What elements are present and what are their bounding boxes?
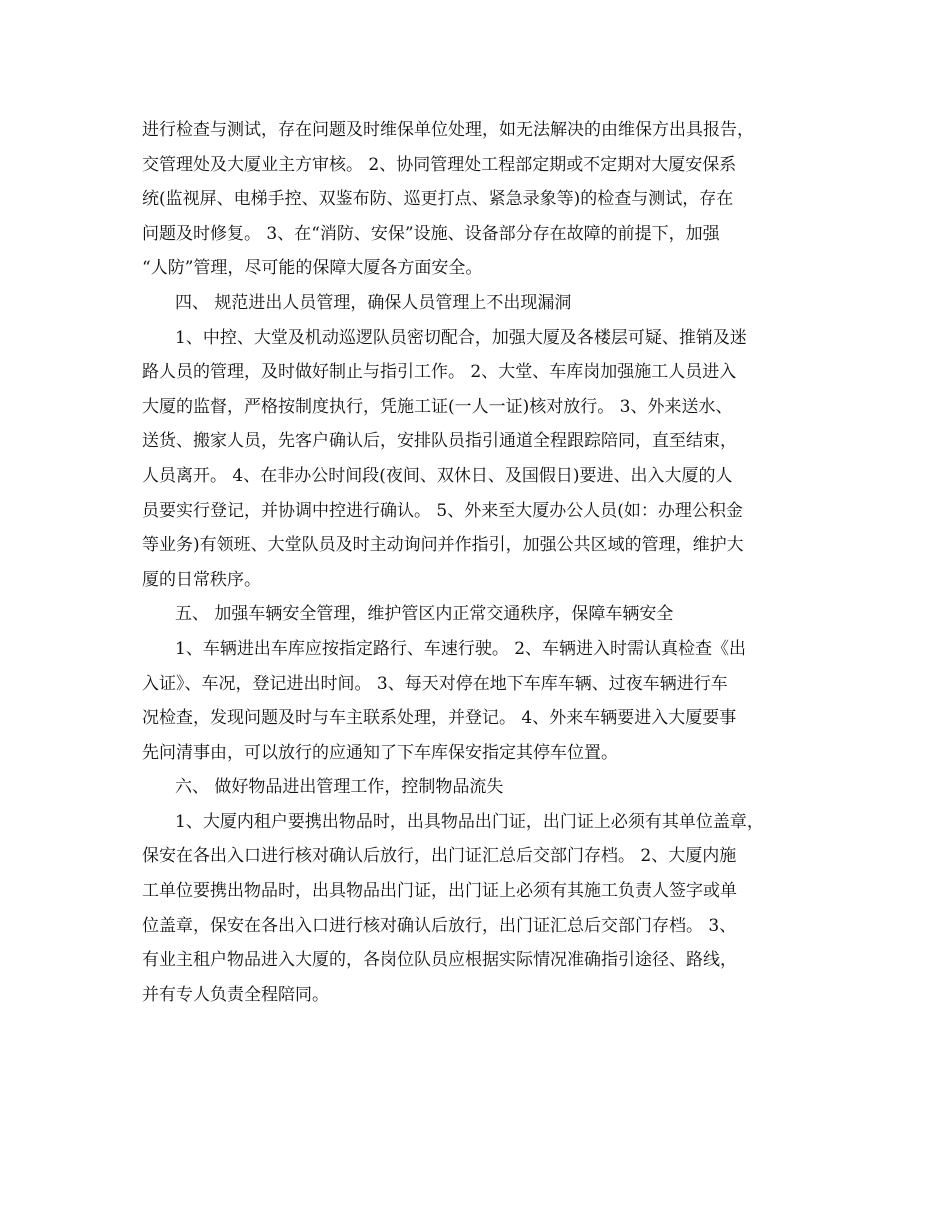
text-line: 入证》、车况，登记进出时间。 3、每天对停在地下车库车辆、过夜车辆进行车 [142,673,728,694]
text-line: 并有专人负责全程陪同。 [142,984,329,1005]
text-line: 大厦的监督，严格按制度执行，凭施工证(一人一证)核对放行。 3、外来送水、 [142,396,733,417]
text-line: 1、大厦内租户要携出物品时，出具物品出门证，出门证上必须有其单位盖章， [175,811,764,832]
text-line: 工单位要携出物品时，出具物品出门证，出门证上必须有其施工负责人签字或单 [142,881,737,902]
text-line: 1、中控、大堂及机动巡逻队员密切配合，加强大厦及各楼层可疑、推销及迷 [175,327,747,348]
text-line: 统(监视屏、电梯手控、双鉴布防、巡更打点、紧急录象等)的检查与测试，存在 [142,189,734,210]
text-line: 六、 做好物品进出管理工作，控制物品流失 [175,777,504,798]
text-line: 保安在各出入口进行核对确认后放行，出门证汇总后交部门存档。 2、大厦内施 [142,846,737,867]
text-line: 1、车辆进出车库应按指定路行、车速行驶。 2、车辆进入时需认真检查《出 [175,638,747,659]
text-line: 人员离开。 4、在非办公时间段(夜间、双休日、及国假日)要进、出入大厦的人 [142,465,733,486]
text-line: 交管理处及大厦业主方审核。 2、协同管理处工程部定期或不定期对大厦安保系 [142,154,737,175]
text-line: 送货、搬家人员，先客户确认后，安排队员指引通道全程跟踪陪同，直至结束， [142,431,737,452]
text-line: 况检查，发现问题及时与车主联系处理，并登记。 4、外来车辆要进入大厦要事 [142,708,737,729]
text-line: “人防”管理，尽可能的保障大厦各方面安全。 [142,258,483,279]
text-line: 进行检查与测试，存在问题及时维保单位处理，如无法解决的由维保方出具报告， [142,120,754,140]
text-line: 厦的日常秩序。 [142,569,261,590]
text-line: 员要实行登记，并协调中控进行确认。 5、外来至大厦办公人员(如：办理公积金 [142,500,743,521]
text-line: 等业务)有领班、大堂队员及时主动询问并作指引，加强公共区域的管理，维护大 [142,535,744,556]
text-line: 有业主租户物品进入大厦的，各岗位队员应根据实际情况准确指引途径、路线， [142,950,737,971]
text-line: 四、 规范进出人员管理，确保人员管理上不出现漏洞 [175,292,572,313]
text-line: 路人员的管理，及时做好制止与指引工作。 2、大堂、车库岗加强施工人员进入 [142,362,737,383]
text-line: 问题及时修复。 3、在“消防、安保”设施、设备部分存在故障的前提下，加强 [142,223,720,244]
text-line: 先问清事由，可以放行的应通知了下车库保安指定其停车位置。 [142,742,618,763]
text-line: 五、 加强车辆安全管理，维护管区内正常交通秩序，保障车辆安全 [175,604,674,625]
document-body [142,113,812,1012]
text-line: 位盖章，保安在各出入口进行核对确认后放行，出门证汇总后交部门存档。 3、 [142,915,737,936]
